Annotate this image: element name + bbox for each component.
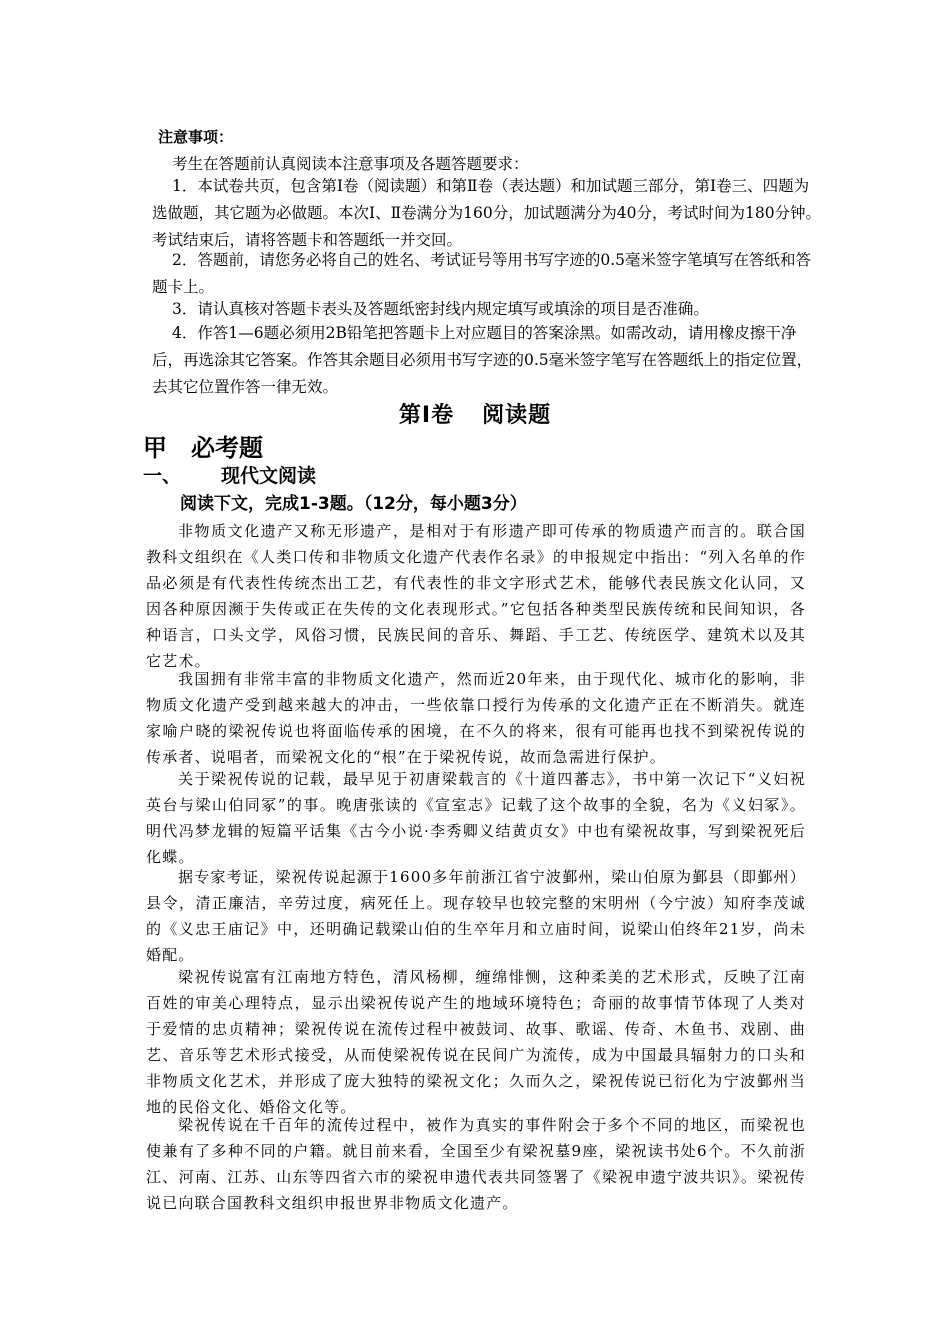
section-one-heading bbox=[143, 461, 316, 488]
section-jia-label: 必考题 bbox=[191, 434, 263, 462]
reading-instruction: 阅读下文，完成1-3题。（12分，每小题3分） bbox=[180, 494, 527, 514]
article-paragraph-6-text: 梁祝传说在千百年的流传过程中，被作为真实的事件附会于多个不同的地区，而梁祝也使兼有了多种不同的户籍。就目前来看，全国至少有梁祝墓9座，梁祝读书处6个。不久前浙江、河南、江苏、山东等四省六市的梁祝申遗代表共同签署了《梁祝申遗宁波共识》。梁祝传说已向联合国教科文组织申报世界非物质文化遗产。 bbox=[146, 1116, 806, 1212]
article-paragraph-5-text: 梁祝传说富有江南地方特色，清风杨柳，缠绵悱恻，这种柔美的艺术形式，反映了江南百姓的审美心理特点，显示出梁祝传说产生的地域环境特色；奇丽的故事情节体现了人类对于爱情的忠贞精神；梁祝传说在流传过程中被鼓词、故事、歌谣、传奇、木鱼书、戏剧、曲艺、音乐等艺术形式接受，从而使梁祝传说在民间广为流传，成为中国最具辐射力的口头和非物质文化艺术，并形成了庞大独特的梁祝文化；久而久之，梁祝传说已衍化为宁波鄞州当地的民俗文化、婚俗文化等。 bbox=[146, 968, 806, 1116]
article-paragraph-4 bbox=[146, 864, 806, 968]
section-jia-heading bbox=[143, 428, 263, 463]
notice-item-1-text: 1．本试卷共页，包含第Ⅰ卷（阅读题）和第Ⅱ卷（表达题）和加试题三部分，第Ⅰ卷三、四题为选做题，其它题为必做题。本次Ⅰ、Ⅱ卷满分为160分，加试题满分为40分，考试时间为180分钟。考试结束后，请将答题卡和答题纸一并交回。 bbox=[152, 177, 822, 249]
notice-item-4-text: 4．作答1—6题必须用2B铅笔把答题卡上对应题目的答案涂黑。如需改动，请用橡皮擦干净后，再选涂其它答案。作答其余题目必须用书写字迹的0.5毫米签字笔写在答题纸上的指定位置，去其它位置作答一律无效。 bbox=[152, 324, 813, 396]
article-paragraph-4-text: 据专家考证，梁祝传说起源于1600多年前浙江省宁波鄞州，梁山伯原为鄞县（即鄞州）县令，清正廉洁，辛劳过度，病死任上。现存较早也较完整的宋明州（今宁波）知府李茂诚的《义忠王庙记》中，还明确记载梁山伯的生卒年月和立庙时间，说梁山伯终年21岁，尚未婚配。 bbox=[146, 868, 806, 964]
notice-item-3-text: 3．请认真核对答题卡表头及答题纸密封线内规定填写或填涂的项目是否准确。 bbox=[172, 300, 709, 318]
notice-item-1 bbox=[152, 173, 822, 254]
article-paragraph-5 bbox=[146, 964, 806, 1120]
notice-item-3 bbox=[152, 296, 822, 323]
article-paragraph-3-text: 关于梁祝传说的记载，最早见于初唐梁载言的《十道四蕃志》，书中第一次记下“义妇祝英台与梁山伯同冢”的事。晚唐张读的《宣室志》记载了这个故事的全貌，名为《义妇冢》。明代冯梦龙辑的短篇平话集《古今小说·李秀卿义结黄贞女》中也有梁祝故事，写到梁祝死后化蝶。 bbox=[146, 770, 806, 866]
article-paragraph-6 bbox=[146, 1112, 806, 1216]
section-jia-num: 甲 bbox=[143, 434, 167, 462]
article-paragraph-1-text: 非物质文化遗产又称无形遗产，是相对于有形遗产即可传承的物质遗产而言的。联合国教科文组织在《人类口传和非物质文化遗产代表作名录》的申报规定中指出：“列入名单的作品必须是有代表性传统杰出工艺，有代表性的非文字形式艺术，能够代表民族文化认同，又因各种原因濒于失传或正在失传的文化表现形式。”它包括各种类型民族传统和民间知识，各种语言，口头文学，风俗习惯，民族民间的音乐、舞蹈、手工艺、传统医学、建筑术以及其它艺术。 bbox=[146, 522, 806, 670]
article-paragraph-3 bbox=[146, 766, 806, 870]
section-one-label: 现代文阅读 bbox=[221, 465, 317, 487]
notice-item-2-text: 2．答题前，请您务必将自己的姓名、考试证号等用书写字迹的0.5毫米签字笔填写在答纸和答题卡上。 bbox=[152, 251, 812, 296]
volume-title bbox=[0, 398, 950, 429]
notice-item-4 bbox=[152, 320, 822, 401]
notice-item-2 bbox=[152, 247, 822, 301]
article-paragraph-2 bbox=[146, 666, 806, 770]
volume-part: 第Ⅰ卷 bbox=[398, 403, 455, 428]
section-one-num: 一、 bbox=[143, 465, 182, 487]
article-paragraph-1 bbox=[146, 518, 806, 674]
article-paragraph-2-text: 我国拥有非常丰富的非物质文化遗产，然而近20年来，由于现代化、城市化的影响，非物质文化遗产受到越来越大的冲击，一些依靠口授行为传承的文化遗产正在不断消失。就连家喻户晓的梁祝传说也将面临传承的困境，在不久的将来，很有可能再也找不到梁祝传说的传承者、说唱者，而梁祝文化的“根”在于梁祝传说，故而急需进行保护。 bbox=[146, 670, 806, 766]
notice-intro-text: 考生在答题前认真阅读本注意事项及各题答题要求： bbox=[172, 155, 529, 173]
volume-name: 阅读题 bbox=[482, 403, 552, 428]
notice-title: 注意事项： bbox=[158, 128, 234, 146]
